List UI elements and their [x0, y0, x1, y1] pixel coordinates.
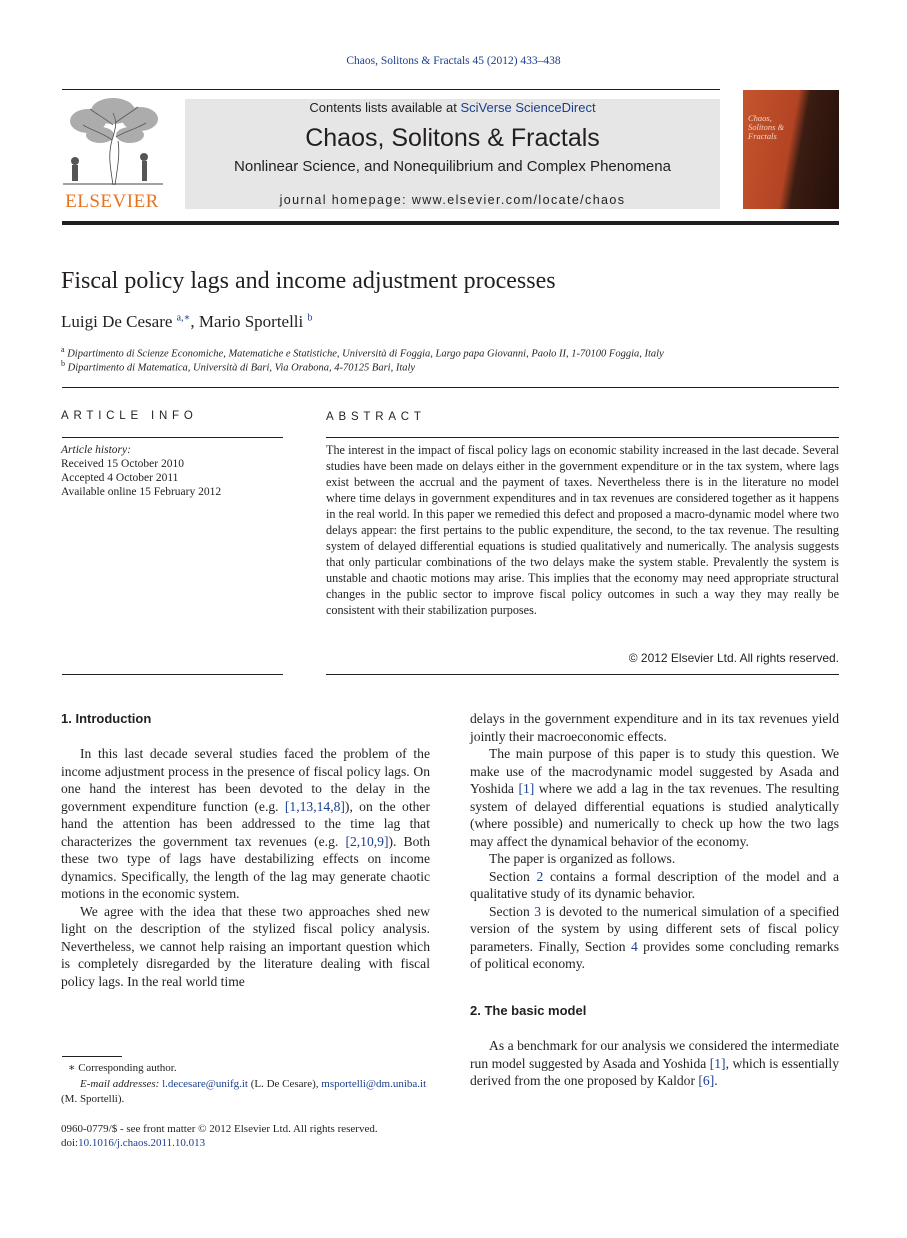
paragraph — [470, 903, 839, 973]
text: In this last decade several studies faced the problem of the income adjustment process in the presence of fiscal policy lags. On one hand the interest has been devoted to the delay in the government expenditure function (e.g. — [61, 746, 430, 814]
elsevier-wordmark: ELSEVIER — [65, 191, 159, 212]
doi-link[interactable]: 10.1016/j.chaos.2011.10.013 — [78, 1137, 206, 1149]
citation-link[interactable]: [2,10,9] — [345, 833, 389, 849]
abstract-heading: ABSTRACT — [326, 411, 426, 423]
affiliation-marker: a — [61, 345, 65, 354]
accepted-date: Accepted 4 October 2011 — [61, 472, 179, 484]
contents-prefix: Contents lists available at — [309, 100, 461, 115]
paragraph — [470, 868, 839, 903]
text: As a benchmark for our analysis we considered the intermediate run model suggested by Asada and Yoshida — [470, 1038, 839, 1071]
online-date: Available online 15 February 2012 — [61, 486, 222, 498]
journal-citation[interactable]: Chaos, Solitons & Fractals 45 (2012) 433–438 — [346, 55, 561, 67]
section-heading-introduction: 1. Introduction — [61, 711, 152, 726]
article-info-heading: ARTICLE INFO — [61, 410, 198, 422]
affiliation-a — [61, 345, 664, 360]
section-link[interactable]: 3 — [534, 903, 542, 919]
citation-link[interactable]: [1] — [709, 1055, 726, 1071]
paragraph — [470, 1037, 839, 1090]
affiliation-text: Dipartimento di Matematica, Università di Bari, Via Orabona, 4-70125 Bari, Italy — [67, 362, 416, 374]
divider — [326, 674, 839, 675]
journal-title: Chaos, Solitons & Fractals — [305, 124, 600, 152]
affiliation-text: Dipartimento di Scienze Economiche, Matematiche e Statistiche, Università di Foggia, Largo papa Giovanni, Paolo II, 1-70100 Foggia, Italy — [67, 348, 664, 360]
doi-label: doi: — [61, 1137, 79, 1149]
email-label: E-mail addresses: — [80, 1078, 160, 1090]
cover-title: Chaos, Solitons & Fractals — [748, 113, 785, 141]
abstract-copyright: © 2012 Elsevier Ltd. All rights reserved. — [628, 651, 839, 665]
author-list: Luigi De Cesare $^{a,∗}$, Mario Sportelli $^b$ — [61, 312, 313, 331]
citation-link[interactable]: [1,13,14,8] — [284, 798, 345, 814]
text: Section — [489, 868, 537, 884]
affiliation-b — [61, 359, 415, 374]
email-link[interactable]: msportelli@dm.uniba.it — [321, 1078, 427, 1090]
received-date: Received 15 October 2010 — [61, 458, 184, 470]
divider — [62, 437, 283, 438]
left-column — [61, 745, 430, 990]
text: Section — [489, 903, 535, 919]
issn-line: 0960-0779/$ - see front matter © 2012 Elsevier Ltd. All rights reserved. — [61, 1123, 378, 1135]
section-link[interactable]: 2 — [536, 868, 544, 884]
paragraph: The paper is organized as follows. — [489, 851, 676, 866]
article-title: Fiscal policy lags and income adjustment processes — [61, 268, 556, 294]
divider — [62, 674, 283, 675]
journal-homepage[interactable]: journal homepage: www.elsevier.com/locate/chaos — [279, 193, 626, 207]
divider — [326, 437, 839, 438]
right-column-continued — [470, 1037, 839, 1090]
text: is devoted to the numerical simulation of a specified version of the system by using different sets of fiscal policy parameters. Finally, Section — [470, 903, 839, 954]
citation-link[interactable]: [6] — [698, 1073, 715, 1088]
right-column — [470, 710, 839, 973]
affiliation-marker: b — [61, 359, 65, 368]
text: (L. De Cesare), — [247, 1078, 322, 1090]
corresponding-author-note: ∗ Corresponding author. — [68, 1062, 177, 1074]
author-affiliation-marker[interactable]: b — [307, 312, 313, 324]
text: contains a formal description of the model and a qualitative study of its dynamic behavior. — [470, 868, 839, 901]
paragraph: delays in the government expenditure and in its tax revenues yield jointly their macroeconomic effects. — [470, 711, 839, 744]
doi-line — [61, 1136, 205, 1151]
section-heading-basic-model: 2. The basic model — [470, 1003, 587, 1018]
footnote-rule — [62, 1056, 122, 1057]
elsevier-tree-icon — [58, 95, 168, 190]
text: where we add a lag in the tax revenues. The resulting system of delayed differential equations is studied analytically (where possible) and numerically to check up how the two lags may affect the dynamical behavior of the economy. — [470, 781, 839, 849]
paragraph — [61, 745, 430, 903]
text: (M. Sportelli). — [61, 1093, 125, 1105]
text: provides some concluding remarks of political economy. — [470, 938, 839, 971]
text: The main purpose of this paper is to study this question. We make use of the macrodynamic model suggested by Asada and Yoshida — [470, 746, 839, 796]
paragraph — [470, 745, 839, 850]
header-thick-rule — [62, 221, 839, 225]
journal-cover-image — [743, 90, 839, 209]
author-name: Mario Sportelli — [198, 312, 304, 331]
email-link[interactable]: l.decesare@unifg.it — [162, 1078, 248, 1090]
divider — [62, 387, 839, 388]
email-footnote — [61, 1077, 431, 1107]
journal-subtitle: Nonlinear Science, and Nonequilibrium and Complex Phenomena — [234, 158, 671, 175]
author-affiliation-marker[interactable]: a,∗ — [176, 312, 191, 324]
author-name: Luigi De Cesare — [61, 312, 173, 331]
paragraph: We agree with the idea that these two approaches shed new light on the description of the stylized fiscal policy analysis. Nevertheless, we cannot help raising an important question which is completely disregarded by the literature dealing with fiscal policy lags. In the real world time — [61, 903, 430, 989]
text: . — [714, 1073, 718, 1088]
section-link[interactable]: 4 — [630, 938, 638, 954]
text: ). Both these two type of lags have destabilizing effects on income dynamics. Specifically, the length of the lag may generate chaotic motions in the economic system. — [61, 833, 430, 901]
header-rule — [62, 89, 720, 90]
contents-line — [185, 100, 720, 115]
text: , which is essentially derived from the one proposed by Kaldor — [470, 1055, 840, 1088]
sciencedirect-link[interactable]: SciVerse ScienceDirect — [460, 100, 596, 115]
citation-link[interactable]: [1] — [518, 781, 535, 796]
abstract-text: The interest in the impact of fiscal policy lags on economic stability increased in the last decade. Several studies have been made on delays either in the government expenditure or in the tax system, where lags exist between the accrual and the payment of taxes. Nevertheless there is in the literature no model where time delays in government expenditures and in tax revenues are considered together as it happens in the real world. In this paper we remedied this defect and proposed a macro-dynamic model where two delays appear: the first pertains to the public expenditure, the second, to the tax revenue. The resulting system of delayed differential equations is studied qualitatively and numerically. The analysis suggests that only particular combinations of the two delays make the system stable. Prevalently the system is unstable and chaotic motions may arise. This implies that the economy may need appropriate structural changes in the public sector to improve fiscal policy outcomes in such a way they may really be consistent with their stabilization purposes. — [326, 443, 839, 617]
article-history-label: Article history: — [61, 444, 131, 456]
text: ), on the other hand the attention has been addressed to the time lag that characterizes the government tax revenues (e.g. — [61, 798, 430, 849]
